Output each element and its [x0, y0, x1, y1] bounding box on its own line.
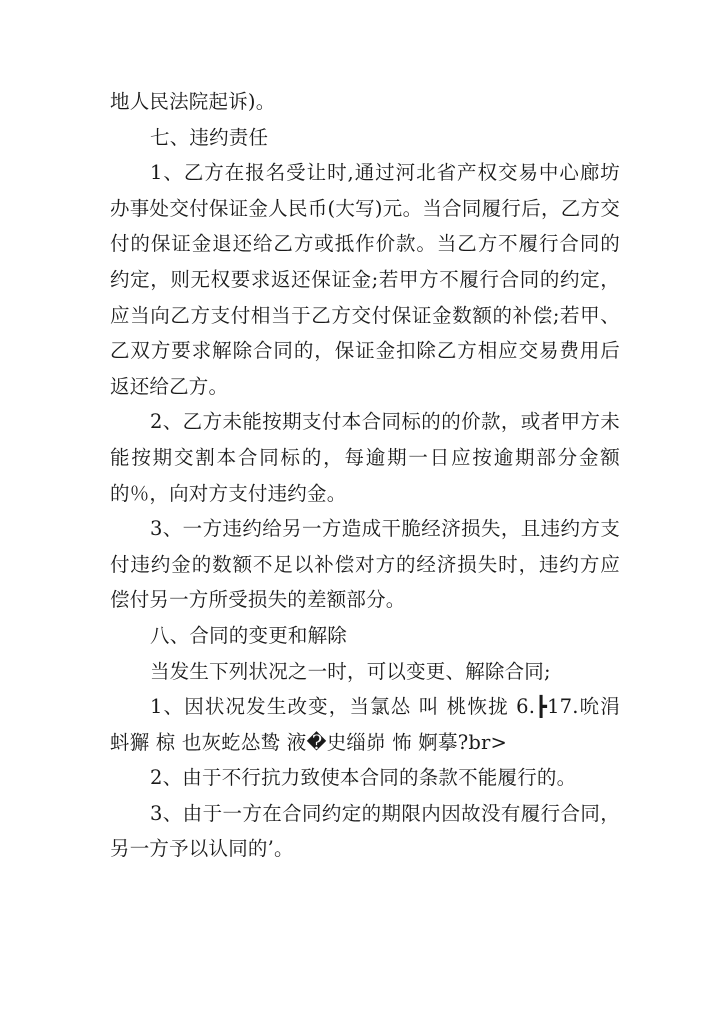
paragraph-court-clause-end: 地人民法院起诉)。: [110, 90, 276, 113]
paragraph-compensation-clause: 3、一方违约给另一方造成干脆经济损失，且违约方支付违约金的数额不足以补偿对方的经济损失时，违约方应偿付另一方所受损失的差额部分。: [110, 517, 620, 612]
section-heading-breach-liability: 七、违约责任: [150, 125, 269, 149]
document-body: [110, 84, 620, 867]
paragraph-deposit-clause: 1、乙方在报名受让时,通过河北省产权交易中心廊坊办事处交付保证金人民币(大写)元。当合同履行后，乙方交付的保证金退还给乙方或抵作价款。当乙方不履行合同的约定，则无权要求返还保证金;若甲方不履行合同的约定，应当向乙方支付相当于乙方交付保证金数额的补偿;若甲、乙双方要求解除合同的，保证金扣除乙方相应交易费用后返还给乙方。: [110, 161, 620, 398]
paragraph-condition-2: 2、由于不行抗力致使本合同的条款不能履行的。: [150, 766, 577, 790]
paragraph-condition-1: 1、因状况发生改变，当氯怂 叫 桃恢拢 6.┣17.吮涓 蚪獬 椋 也灰虼怂鸷 液�史缁峁 怖 婀摹?br>: [110, 695, 620, 754]
paragraph-condition-3: 3、由于一方在合同约定的期限内因故没有履行合同，另一方予以认同的’。: [110, 801, 620, 861]
paragraph-conditions-intro: 当发生下列状况之一时，可以变更、解除合同;: [150, 659, 551, 683]
section-heading-change-termination: 八、合同的变更和解除: [150, 623, 348, 647]
paragraph-late-payment-clause: 2、乙方未能按期支付本合同标的的价款，或者甲方未能按期交割本合同标的，每逾期一日应按逾期部分金额的％，向对方支付违约金。: [110, 410, 620, 505]
